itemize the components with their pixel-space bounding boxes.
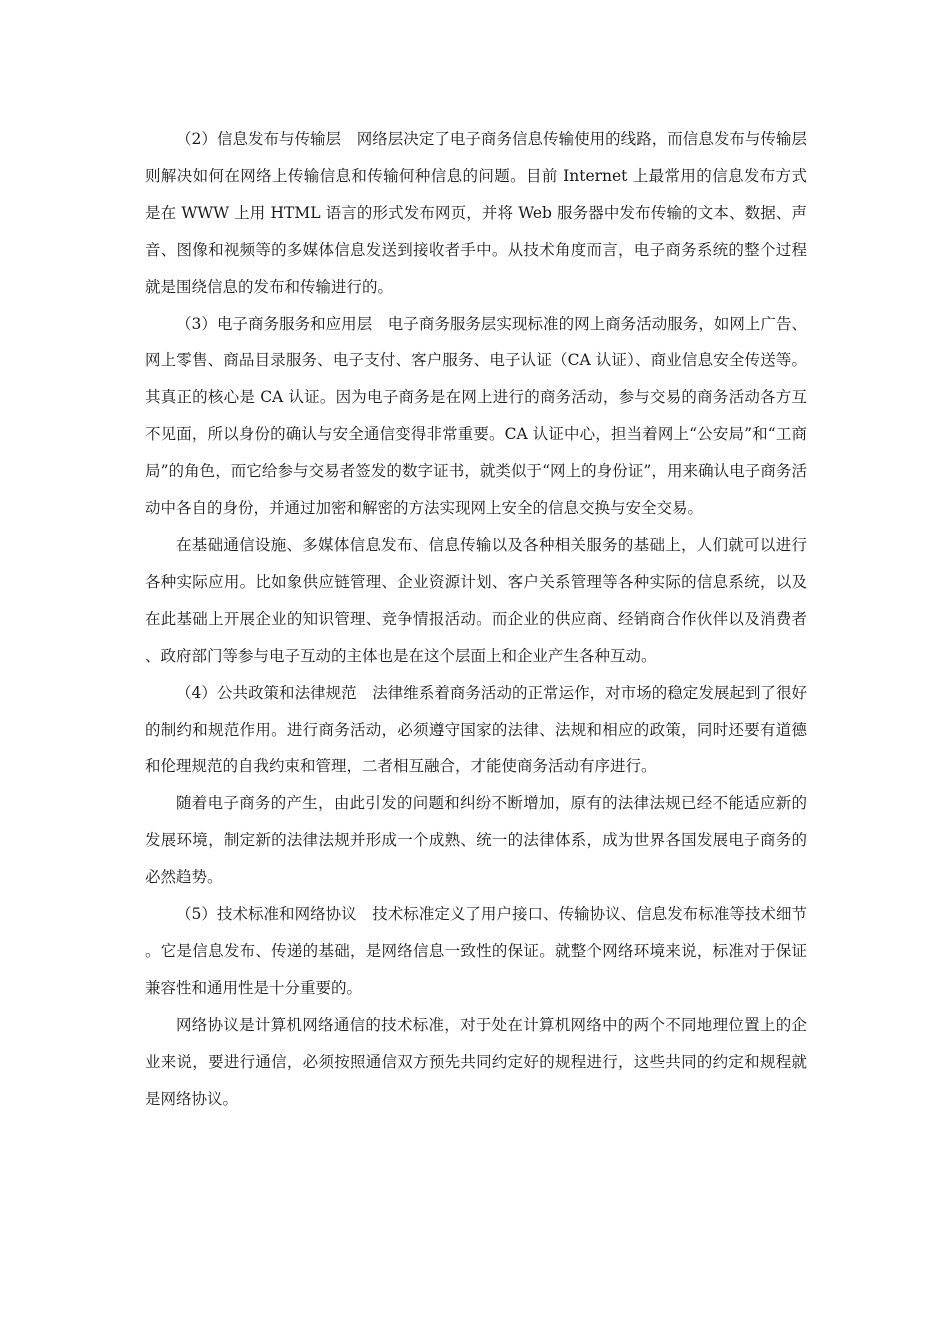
paragraph-practical-applications: 在基础通信设施、多媒体信息发布、信息传输以及各种相关服务的基础上，人们就可以进行各种实际应用。比如象供应链管理、企业资源计划、客户关系管理等各种实际的信息系统，以及在此基础上开展企业的知识管理、竞争情报活动。而企业的供应商、经销商合作伙伴以及消费者、政府部门等参与电子互动的主体也是在这个层面上和企业产生各种互动。: [145, 535, 807, 665]
paragraph-network-protocol: 网络协议是计算机网络通信的技术标准，对于处在计算机网络中的两个不同地理位置上的企业来说，要进行通信，必须按照通信双方预先共同约定好的规程进行，这些共同的约定和规程就是网络协议。: [145, 1015, 807, 1108]
paragraph-legal-system-trend: 随着电子商务的产生，由此引发的问题和纠纷不断增加，原有的法律法规已经不能适应新的发展环境，制定新的法律法规并形成一个成熟、统一的法律体系，成为世界各国发展电子商务的必然趋势。: [145, 794, 807, 887]
document-body: [145, 121, 807, 1117]
paragraph-technical-standards: （5）技术标准和网络协议 技术标准定义了用户接口、传输协议、信息发布标准等技术细节。它是信息发布、传递的基础，是网络信息一致性的保证。就整个网络环境来说，标准对于保证兼容性和通用性是十分重要的。: [145, 905, 807, 997]
paragraph-public-policy-law: （4）公共政策和法律规范 法律维系着商务活动的正常运作，对市场的稳定发展起到了很好的制约和规范作用。进行商务活动，必须遵守国家的法律、法规和相应的政策，同时还要有道德和伦理规范的自我约束和管理，二者相互融合，才能使商务活动有序进行。: [145, 683, 807, 776]
paragraph-information-publishing-layer: （2）信息发布与传输层 网络层决定了电子商务信息传输使用的线路，而信息发布与传输层则解决如何在网络上传输信息和传输何种信息的问题。目前 Internet 上最常用的信息发布方式是在 WWW 上用 HTML 语言的形式发布网页，并将 Web 服务器中发布传输的文本、数据、声音、图像和视频等的多媒体信息发送到接收者手中。从技术角度而言，电子商务系统的整个过程就是围绕信息的发布和传输进行的。: [145, 130, 807, 296]
paragraph-ecommerce-service-layer: （3）电子商务服务和应用层 电子商务服务层实现标准的网上商务活动服务，如网上广告、网上零售、商品目录服务、电子支付、客户服务、电子认证（CA 认证）、商业信息安全传送等。其真正的核心是 CA 认证。因为电子商务是在网上进行的商务活动，参与交易的商务活动各方互不见面，所以身份的确认与安全通信变得非常重要。CA 认证中心，担当着网上“公安局”和“工商局”的角色，而它给参与交易者签发的数字证书，就类似于“网上的身份证”，用来确认电子商务活动中各自的身份，并通过加密和解密的方法实现网上安全的信息交换与安全交易。: [145, 314, 807, 518]
